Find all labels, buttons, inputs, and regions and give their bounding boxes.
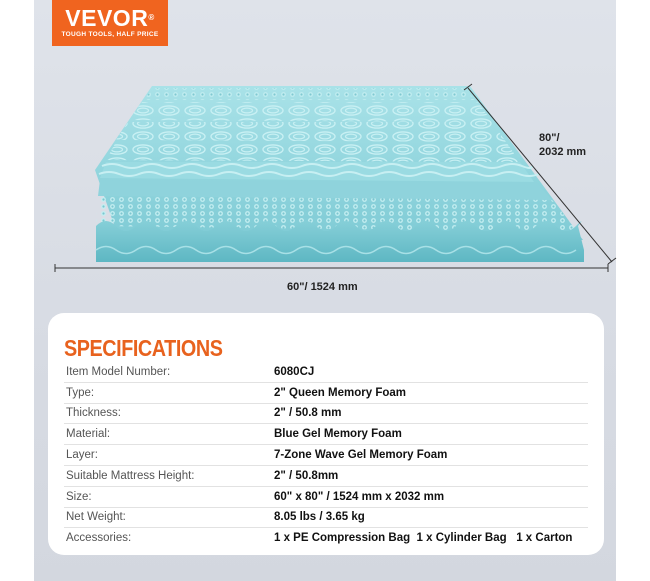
spec-label: Size: [64,486,274,507]
table-row [64,528,588,548]
dimension-line-width [55,264,608,272]
length-mm: 2032 mm [539,146,587,158]
spec-value: 2" / 50.8mm [274,465,588,486]
spec-label: Type: [64,382,274,403]
spec-label: Suitable Mattress Height: [64,465,274,486]
table-row [64,382,588,403]
specifications-title: SPECIFICATIONS [64,335,223,361]
table-row [64,507,588,528]
spec-value: 2" Queen Memory Foam [274,382,588,403]
table-row [64,486,588,507]
spec-value: 60" x 80" / 1524 mm x 2032 mm [274,486,588,507]
specifications-table [64,362,588,548]
foam-top-surface [95,86,583,240]
spec-value: 6080CJ [274,362,588,382]
spec-value: 2" / 50.8 mm [274,403,588,424]
spec-label: Net Weight: [64,507,274,528]
logo-brand: VEVOR [65,5,149,31]
spec-label: Accessories: [66,532,132,545]
width-label: 60"/ 1524 mm [287,281,358,293]
spec-value: 7-Zone Wave Gel Memory Foam [274,445,588,466]
spec-value: 1 x PE Compression Bag 1 x Cylinder Bag 1 x Carton [274,532,573,545]
table-row [64,465,588,486]
spec-value: 8.05 lbs / 3.65 kg [274,507,588,528]
spec-label: Layer: [64,445,274,466]
spec-label: Item Model Number: [64,362,274,382]
spec-label: Thickness: [64,403,274,424]
table-row [64,445,588,466]
table-row [64,362,588,382]
logo-tagline: TOUGH TOOLS, HALF PRICE [61,31,159,38]
logo-registered: ® [148,13,155,22]
spec-value: Blue Gel Memory Foam [274,424,588,445]
length-label [539,131,586,159]
length-inches: 80"/ [539,132,560,144]
spec-label: Material: [64,424,274,445]
table-row [64,424,588,445]
table-row [64,403,588,424]
